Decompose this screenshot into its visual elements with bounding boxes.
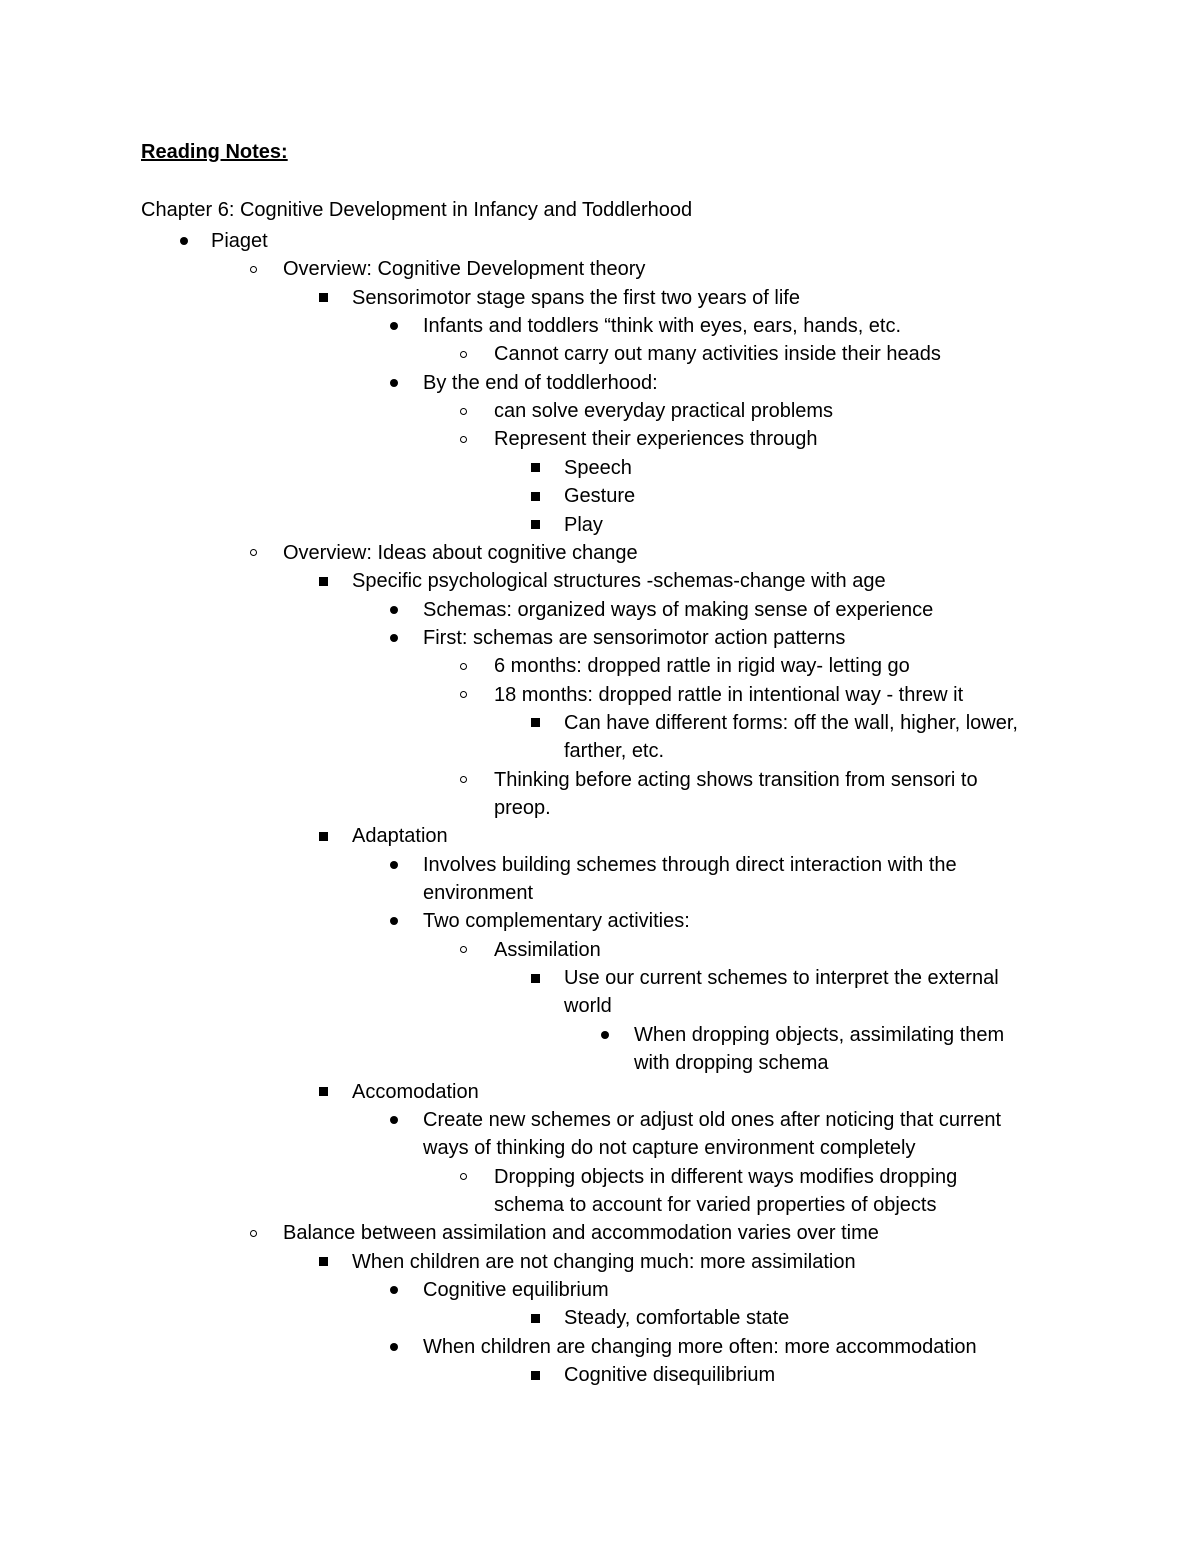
outline-item-level-5: Assimilation: [494, 938, 601, 961]
outline-item-level-5: 6 months: dropped rattle in rigid way- letting go: [494, 655, 910, 678]
outline-item-continuation: farther, etc.: [564, 740, 665, 763]
outline-item-level-3: Sensorimotor stage spans the first two years of life: [352, 286, 800, 309]
outline-item-level-5: can solve everyday practical problems: [494, 400, 834, 423]
disc-bullet-icon: [390, 1106, 398, 1134]
disc-bullet-icon: [390, 596, 398, 624]
disc-bullet-icon: [390, 907, 398, 935]
square-bullet-icon: [319, 1248, 328, 1276]
circle-bullet-icon: [250, 255, 257, 283]
outline-item-level-1: Piaget: [211, 230, 268, 252]
outline-item-level-4: By the end of toddlerhood:: [423, 371, 658, 394]
outline-item-level-2: Overview: Cognitive Development theory: [283, 258, 646, 281]
square-bullet-icon: [319, 1078, 328, 1106]
disc-bullet-icon: [601, 1021, 609, 1049]
outline-item-level-3: Adaptation: [352, 825, 448, 848]
disc-bullet-icon: [390, 1276, 398, 1304]
outline-item-level-6: Can have different forms: off the wall, higher, lower,: [564, 711, 1018, 734]
square-bullet-icon: [531, 454, 540, 482]
square-bullet-icon: [319, 567, 328, 595]
circle-bullet-icon: [460, 425, 467, 453]
outline-item-level-5: Represent their experiences through: [494, 428, 818, 451]
outline-item-level-6: Steady, comfortable state: [564, 1307, 790, 1330]
outline-item-level-2: Balance between assimilation and accommodation varies over time: [283, 1222, 879, 1245]
outline-item-level-7: When dropping objects, assimilating them: [634, 1023, 1005, 1046]
notes-heading: Reading Notes:: [141, 141, 288, 163]
disc-bullet-icon: [390, 312, 398, 340]
disc-bullet-icon: [390, 851, 398, 879]
outline-item-level-6: Play: [564, 513, 603, 536]
outline-item-level-4: When children are changing more often: more accommodation: [423, 1335, 977, 1358]
circle-bullet-icon: [460, 936, 467, 964]
outline-item-level-4: Schemas: organized ways of making sense of experience: [423, 598, 934, 621]
outline-item-level-6: Speech: [564, 456, 632, 479]
outline-item-level-4: Infants and toddlers “think with eyes, ears, hands, etc.: [423, 315, 902, 338]
circle-bullet-icon: [460, 1163, 467, 1191]
outline-item-level-4: Create new schemes or adjust old ones after noticing that current: [423, 1108, 1002, 1131]
outline-item-continuation: schema to account for varied properties of objects: [494, 1193, 937, 1216]
disc-bullet-icon: [180, 227, 188, 255]
circle-bullet-icon: [250, 1219, 257, 1247]
circle-bullet-icon: [460, 397, 467, 425]
circle-bullet-icon: [250, 539, 257, 567]
square-bullet-icon: [531, 482, 540, 510]
square-bullet-icon: [531, 709, 540, 737]
circle-bullet-icon: [460, 766, 467, 794]
square-bullet-icon: [531, 511, 540, 539]
outline-item-continuation: environment: [423, 882, 534, 905]
outline-item-level-4: Involves building schemes through direct interaction with the: [423, 853, 957, 876]
outline-item-level-2: Overview: Ideas about cognitive change: [283, 541, 638, 564]
circle-bullet-icon: [460, 340, 467, 368]
outline-item-continuation: world: [564, 995, 612, 1018]
outline-item-level-4: Cognitive equilibrium: [423, 1278, 609, 1301]
outline-item-continuation: with dropping schema: [634, 1052, 829, 1075]
disc-bullet-icon: [390, 369, 398, 397]
outline-item-level-5: Dropping objects in different ways modifies dropping: [494, 1165, 958, 1188]
square-bullet-icon: [319, 284, 328, 312]
outline-item-level-6: Gesture: [564, 485, 636, 508]
outline-item-level-5: 18 months: dropped rattle in intentional way - threw it: [494, 683, 964, 706]
outline-item-level-5: Cannot carry out many activities inside their heads: [494, 343, 941, 366]
square-bullet-icon: [531, 1304, 540, 1332]
outline-item-level-3: Specific psychological structures -schemas-change with age: [352, 570, 886, 593]
disc-bullet-icon: [390, 624, 398, 652]
outline-item-level-6: Cognitive disequilibrium: [564, 1364, 776, 1386]
square-bullet-icon: [531, 1361, 540, 1389]
outline-item-level-3: Accomodation: [352, 1080, 479, 1103]
outline-item-level-4: Two complementary activities:: [423, 910, 690, 933]
outline-item-continuation: ways of thinking do not capture environment completely: [423, 1137, 916, 1160]
square-bullet-icon: [531, 964, 540, 992]
circle-bullet-icon: [460, 652, 467, 680]
outline-item-level-4: First: schemas are sensorimotor action patterns: [423, 626, 846, 649]
outline-item-level-3: When children are not changing much: more assimilation: [352, 1250, 856, 1273]
chapter-title: Chapter 6: Cognitive Development in Infancy and Toddlerhood: [141, 199, 693, 221]
outline-item-level-6: Use our current schemes to interpret the external: [564, 967, 999, 990]
disc-bullet-icon: [390, 1333, 398, 1361]
outline-item-continuation: preop.: [494, 797, 551, 819]
circle-bullet-icon: [460, 681, 467, 709]
square-bullet-icon: [319, 822, 328, 850]
outline-item-level-5: Thinking before acting shows transition from sensori to: [494, 768, 978, 791]
